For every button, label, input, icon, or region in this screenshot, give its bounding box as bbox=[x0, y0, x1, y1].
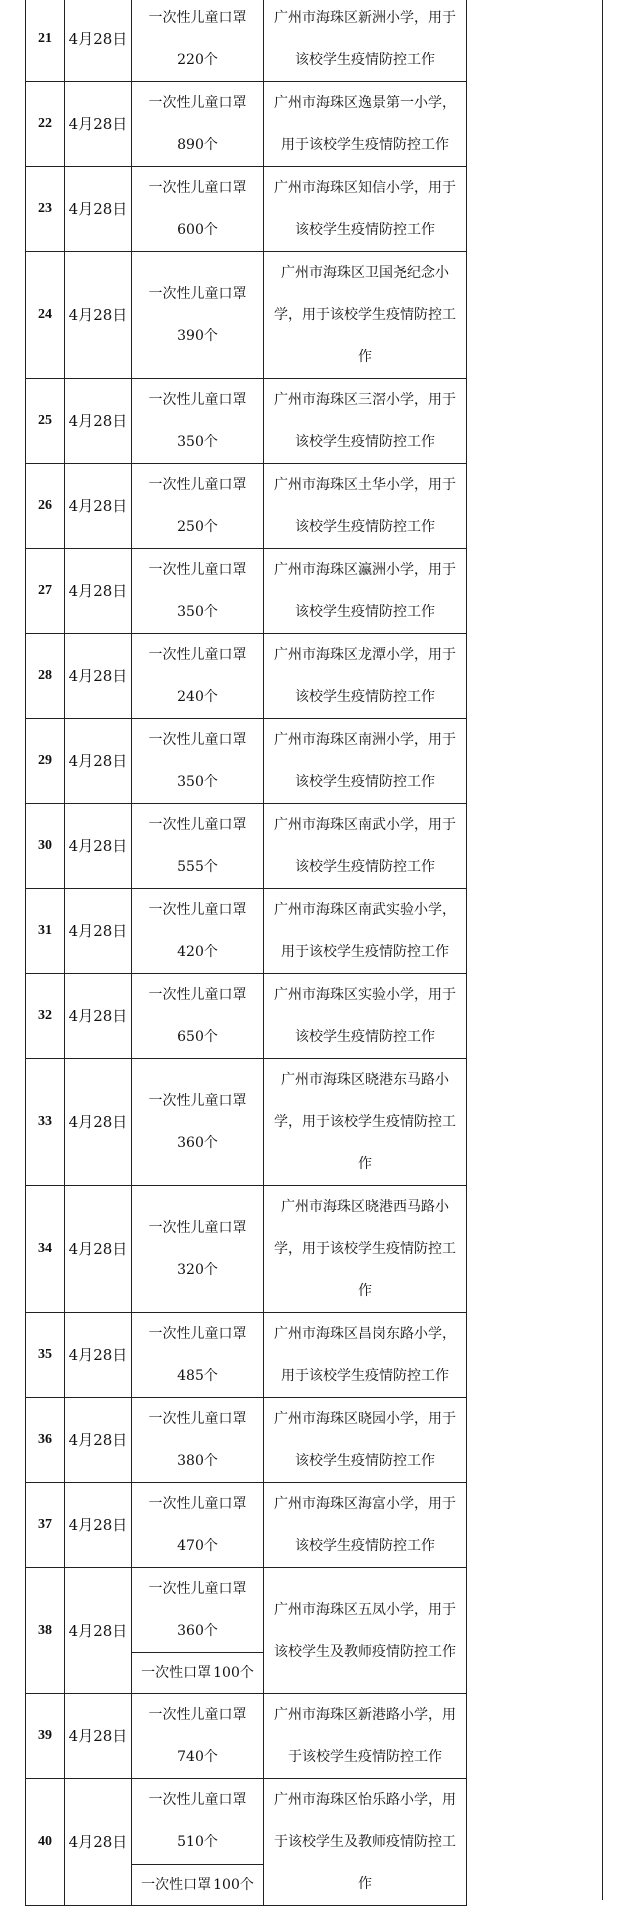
item-quantity: 360个 bbox=[177, 1623, 218, 1639]
description-line: 作 bbox=[358, 1283, 372, 1299]
recipient-description bbox=[264, 167, 467, 252]
item-name: 一次性儿童口罩 bbox=[148, 286, 247, 302]
row-number: 23 bbox=[26, 167, 65, 252]
item-name: 一次性儿童口罩 bbox=[148, 817, 247, 833]
item-quantity: 650个 bbox=[177, 1029, 218, 1045]
item-name: 一次性口罩 bbox=[141, 1876, 212, 1893]
description-line: 广州市海珠区三滘小学，用于 bbox=[274, 392, 456, 408]
table-row bbox=[26, 1779, 467, 1865]
item-name: 一次性儿童口罩 bbox=[148, 902, 247, 918]
description-line: 广州市海珠区南武实验小学， bbox=[274, 902, 456, 918]
donation-table-body bbox=[26, 0, 467, 1906]
description-line: 广州市海珠区龙潭小学，用于 bbox=[274, 647, 456, 663]
item-quantity: 600个 bbox=[177, 222, 218, 238]
item-name: 一次性儿童口罩 bbox=[148, 10, 247, 26]
item-name: 一次性儿童口罩 bbox=[148, 987, 247, 1003]
row-number: 38 bbox=[26, 1568, 65, 1694]
description-line: 该校学生疫情防控工作 bbox=[295, 689, 435, 705]
row-date: 4月28日 bbox=[65, 167, 132, 252]
description-line: 用于该校学生疫情防控工作 bbox=[281, 944, 449, 960]
table-row bbox=[26, 1186, 467, 1313]
item-cell bbox=[132, 1864, 264, 1905]
row-date: 4月28日 bbox=[65, 82, 132, 167]
table-row bbox=[26, 1313, 467, 1398]
row-number: 34 bbox=[26, 1186, 65, 1313]
table-row bbox=[26, 1568, 467, 1653]
table-row bbox=[26, 252, 467, 379]
description-line: 该校学生疫情防控工作 bbox=[295, 52, 435, 68]
row-number: 27 bbox=[26, 549, 65, 634]
item-quantity: 100个 bbox=[213, 1665, 254, 1681]
recipient-description bbox=[264, 1313, 467, 1398]
table-row bbox=[26, 82, 467, 167]
recipient-description bbox=[264, 252, 467, 379]
recipient-description bbox=[264, 1059, 467, 1186]
description-line: 该校学生疫情防控工作 bbox=[295, 1538, 435, 1554]
row-date: 4月28日 bbox=[65, 1483, 132, 1568]
description-line: 广州市海珠区卫国尧纪念小 bbox=[281, 265, 449, 281]
row-date: 4月28日 bbox=[65, 0, 132, 82]
item-cell bbox=[132, 82, 264, 167]
row-date: 4月28日 bbox=[65, 1779, 132, 1906]
row-date: 4月28日 bbox=[65, 974, 132, 1059]
description-line: 用于该校学生疫情防控工作 bbox=[281, 137, 449, 153]
item-quantity: 390个 bbox=[177, 328, 218, 344]
row-date: 4月28日 bbox=[65, 1313, 132, 1398]
item-name: 一次性儿童口罩 bbox=[148, 1326, 247, 1342]
description-line: 该校学生疫情防控工作 bbox=[295, 859, 435, 875]
item-cell bbox=[132, 1059, 264, 1186]
description-line: 广州市海珠区瀛洲小学，用于 bbox=[274, 562, 456, 578]
item-cell bbox=[132, 0, 264, 82]
item-name: 一次性儿童口罩 bbox=[148, 1496, 247, 1512]
item-quantity: 350个 bbox=[177, 604, 218, 620]
item-quantity: 320个 bbox=[177, 1262, 218, 1278]
table-row bbox=[26, 804, 467, 889]
description-line: 广州市海珠区新洲小学，用于 bbox=[274, 10, 456, 26]
item-name: 一次性儿童口罩 bbox=[148, 1707, 247, 1723]
row-number: 33 bbox=[26, 1059, 65, 1186]
item-name: 一次性儿童口罩 bbox=[148, 1581, 247, 1597]
description-line: 用于该校学生疫情防控工作 bbox=[281, 1368, 449, 1384]
recipient-description bbox=[264, 804, 467, 889]
item-cell bbox=[132, 549, 264, 634]
description-line: 广州市海珠区海富小学，用于 bbox=[274, 1496, 456, 1512]
item-quantity: 470个 bbox=[177, 1538, 218, 1554]
row-number: 26 bbox=[26, 464, 65, 549]
table-row bbox=[26, 974, 467, 1059]
description-line: 广州市海珠区土华小学，用于 bbox=[274, 477, 456, 493]
item-quantity: 250个 bbox=[177, 519, 218, 535]
item-cell bbox=[132, 167, 264, 252]
table-row bbox=[26, 719, 467, 804]
item-cell bbox=[132, 1398, 264, 1483]
row-number: 25 bbox=[26, 379, 65, 464]
item-quantity: 420个 bbox=[177, 944, 218, 960]
item-cell bbox=[132, 634, 264, 719]
item-quantity: 510个 bbox=[177, 1834, 218, 1851]
recipient-description bbox=[264, 1568, 467, 1694]
description-line: 广州市海珠区怡乐路小学，用 bbox=[274, 1792, 456, 1808]
table-row bbox=[26, 634, 467, 719]
item-name: 一次性儿童口罩 bbox=[148, 1220, 247, 1236]
table-row bbox=[26, 379, 467, 464]
description-line: 于该校学生疫情防控工作 bbox=[288, 1749, 442, 1765]
recipient-description bbox=[264, 0, 467, 82]
item-name: 一次性儿童口罩 bbox=[148, 562, 247, 578]
item-cell bbox=[132, 719, 264, 804]
recipient-description bbox=[264, 379, 467, 464]
row-number: 37 bbox=[26, 1483, 65, 1568]
description-line: 作 bbox=[358, 1876, 372, 1892]
table-row bbox=[26, 889, 467, 974]
description-line: 该校学生疫情防控工作 bbox=[295, 1453, 435, 1469]
item-name: 一次性儿童口罩 bbox=[148, 1792, 247, 1809]
row-number: 32 bbox=[26, 974, 65, 1059]
description-line: 广州市海珠区实验小学，用于 bbox=[274, 987, 456, 1003]
description-line: 该校学生疫情防控工作 bbox=[295, 222, 435, 238]
item-quantity: 360个 bbox=[177, 1135, 218, 1151]
description-line: 广州市海珠区五凤小学，用于 bbox=[274, 1601, 456, 1618]
item-cell bbox=[132, 464, 264, 549]
description-line: 该校学生疫情防控工作 bbox=[295, 1029, 435, 1045]
item-cell bbox=[132, 1653, 264, 1694]
recipient-description bbox=[264, 1483, 467, 1568]
row-date: 4月28日 bbox=[65, 252, 132, 379]
row-date: 4月28日 bbox=[65, 634, 132, 719]
description-line: 于该校学生及教师疫情防控工 bbox=[274, 1834, 456, 1850]
row-number: 31 bbox=[26, 889, 65, 974]
item-cell bbox=[132, 1568, 264, 1653]
recipient-description bbox=[264, 1398, 467, 1483]
row-number: 22 bbox=[26, 82, 65, 167]
description-line: 广州市海珠区南武小学，用于 bbox=[274, 817, 456, 833]
row-number: 28 bbox=[26, 634, 65, 719]
recipient-description bbox=[264, 1694, 467, 1779]
item-cell bbox=[132, 252, 264, 379]
table-row bbox=[26, 549, 467, 634]
recipient-description bbox=[264, 549, 467, 634]
recipient-description bbox=[264, 634, 467, 719]
recipient-description bbox=[264, 974, 467, 1059]
description-line: 作 bbox=[358, 1156, 372, 1172]
description-line: 该校学生疫情防控工作 bbox=[295, 774, 435, 790]
item-cell bbox=[132, 1779, 264, 1865]
row-date: 4月28日 bbox=[65, 1398, 132, 1483]
description-line: 该校学生疫情防控工作 bbox=[295, 604, 435, 620]
item-quantity: 350个 bbox=[177, 774, 218, 790]
item-quantity: 890个 bbox=[177, 137, 218, 153]
row-number: 36 bbox=[26, 1398, 65, 1483]
table-row bbox=[26, 1694, 467, 1779]
row-number: 29 bbox=[26, 719, 65, 804]
row-date: 4月28日 bbox=[65, 549, 132, 634]
recipient-description bbox=[264, 464, 467, 549]
recipient-description bbox=[264, 719, 467, 804]
description-line: 学，用于该校学生疫情防控工 bbox=[274, 1241, 456, 1257]
description-line: 学，用于该校学生疫情防控工 bbox=[274, 307, 456, 323]
row-date: 4月28日 bbox=[65, 1694, 132, 1779]
row-number: 35 bbox=[26, 1313, 65, 1398]
item-cell bbox=[132, 974, 264, 1059]
item-name: 一次性儿童口罩 bbox=[148, 477, 247, 493]
recipient-description bbox=[264, 889, 467, 974]
row-date: 4月28日 bbox=[65, 889, 132, 974]
table-row bbox=[26, 0, 467, 82]
item-name: 一次性儿童口罩 bbox=[148, 732, 247, 748]
description-line: 广州市海珠区晓港西马路小 bbox=[281, 1199, 449, 1215]
item-cell bbox=[132, 1186, 264, 1313]
description-line: 广州市海珠区新港路小学，用 bbox=[274, 1707, 456, 1723]
description-line: 该校学生疫情防控工作 bbox=[295, 519, 435, 535]
item-name: 一次性儿童口罩 bbox=[148, 95, 247, 111]
row-number: 21 bbox=[26, 0, 65, 82]
item-name: 一次性儿童口罩 bbox=[148, 180, 247, 196]
description-line: 广州市海珠区南洲小学，用于 bbox=[274, 732, 456, 748]
row-date: 4月28日 bbox=[65, 464, 132, 549]
donation-table bbox=[25, 0, 467, 1906]
row-date: 4月28日 bbox=[65, 719, 132, 804]
row-number: 39 bbox=[26, 1694, 65, 1779]
item-quantity: 485个 bbox=[177, 1368, 218, 1384]
item-quantity: 380个 bbox=[177, 1453, 218, 1469]
page-border-right bbox=[602, 0, 603, 1900]
table-row bbox=[26, 1398, 467, 1483]
item-name: 一次性儿童口罩 bbox=[148, 1093, 247, 1109]
item-cell bbox=[132, 889, 264, 974]
recipient-description bbox=[264, 1779, 467, 1906]
row-date: 4月28日 bbox=[65, 1568, 132, 1694]
row-date: 4月28日 bbox=[65, 379, 132, 464]
item-cell bbox=[132, 379, 264, 464]
item-quantity: 100个 bbox=[213, 1876, 254, 1893]
item-quantity: 220个 bbox=[177, 52, 218, 68]
item-name: 一次性儿童口罩 bbox=[148, 1411, 247, 1427]
description-line: 广州市海珠区晓园小学，用于 bbox=[274, 1411, 456, 1427]
row-date: 4月28日 bbox=[65, 1186, 132, 1313]
description-line: 广州市海珠区逸景第一小学， bbox=[274, 95, 456, 111]
description-line: 学，用于该校学生疫情防控工 bbox=[274, 1114, 456, 1130]
item-quantity: 740个 bbox=[177, 1749, 218, 1765]
row-number: 30 bbox=[26, 804, 65, 889]
table-row bbox=[26, 167, 467, 252]
description-line: 广州市海珠区昌岗东路小学， bbox=[274, 1326, 456, 1342]
recipient-description bbox=[264, 1186, 467, 1313]
table-row bbox=[26, 464, 467, 549]
row-number: 24 bbox=[26, 252, 65, 379]
item-cell bbox=[132, 1694, 264, 1779]
item-name: 一次性口罩 bbox=[141, 1665, 212, 1681]
description-line: 该校学生及教师疫情防控工作 bbox=[274, 1643, 456, 1660]
item-quantity: 240个 bbox=[177, 689, 218, 705]
recipient-description bbox=[264, 82, 467, 167]
item-name: 一次性儿童口罩 bbox=[148, 392, 247, 408]
item-cell bbox=[132, 804, 264, 889]
item-name: 一次性儿童口罩 bbox=[148, 647, 247, 663]
item-quantity: 350个 bbox=[177, 434, 218, 450]
item-cell bbox=[132, 1313, 264, 1398]
table-row bbox=[26, 1059, 467, 1186]
description-line: 该校学生疫情防控工作 bbox=[295, 434, 435, 450]
item-quantity: 555个 bbox=[177, 859, 218, 875]
table-row bbox=[26, 1483, 467, 1568]
row-number: 40 bbox=[26, 1779, 65, 1906]
row-date: 4月28日 bbox=[65, 804, 132, 889]
description-line: 广州市海珠区知信小学，用于 bbox=[274, 180, 456, 196]
item-cell bbox=[132, 1483, 264, 1568]
description-line: 广州市海珠区晓港东马路小 bbox=[281, 1072, 449, 1088]
row-date: 4月28日 bbox=[65, 1059, 132, 1186]
description-line: 作 bbox=[358, 349, 372, 365]
